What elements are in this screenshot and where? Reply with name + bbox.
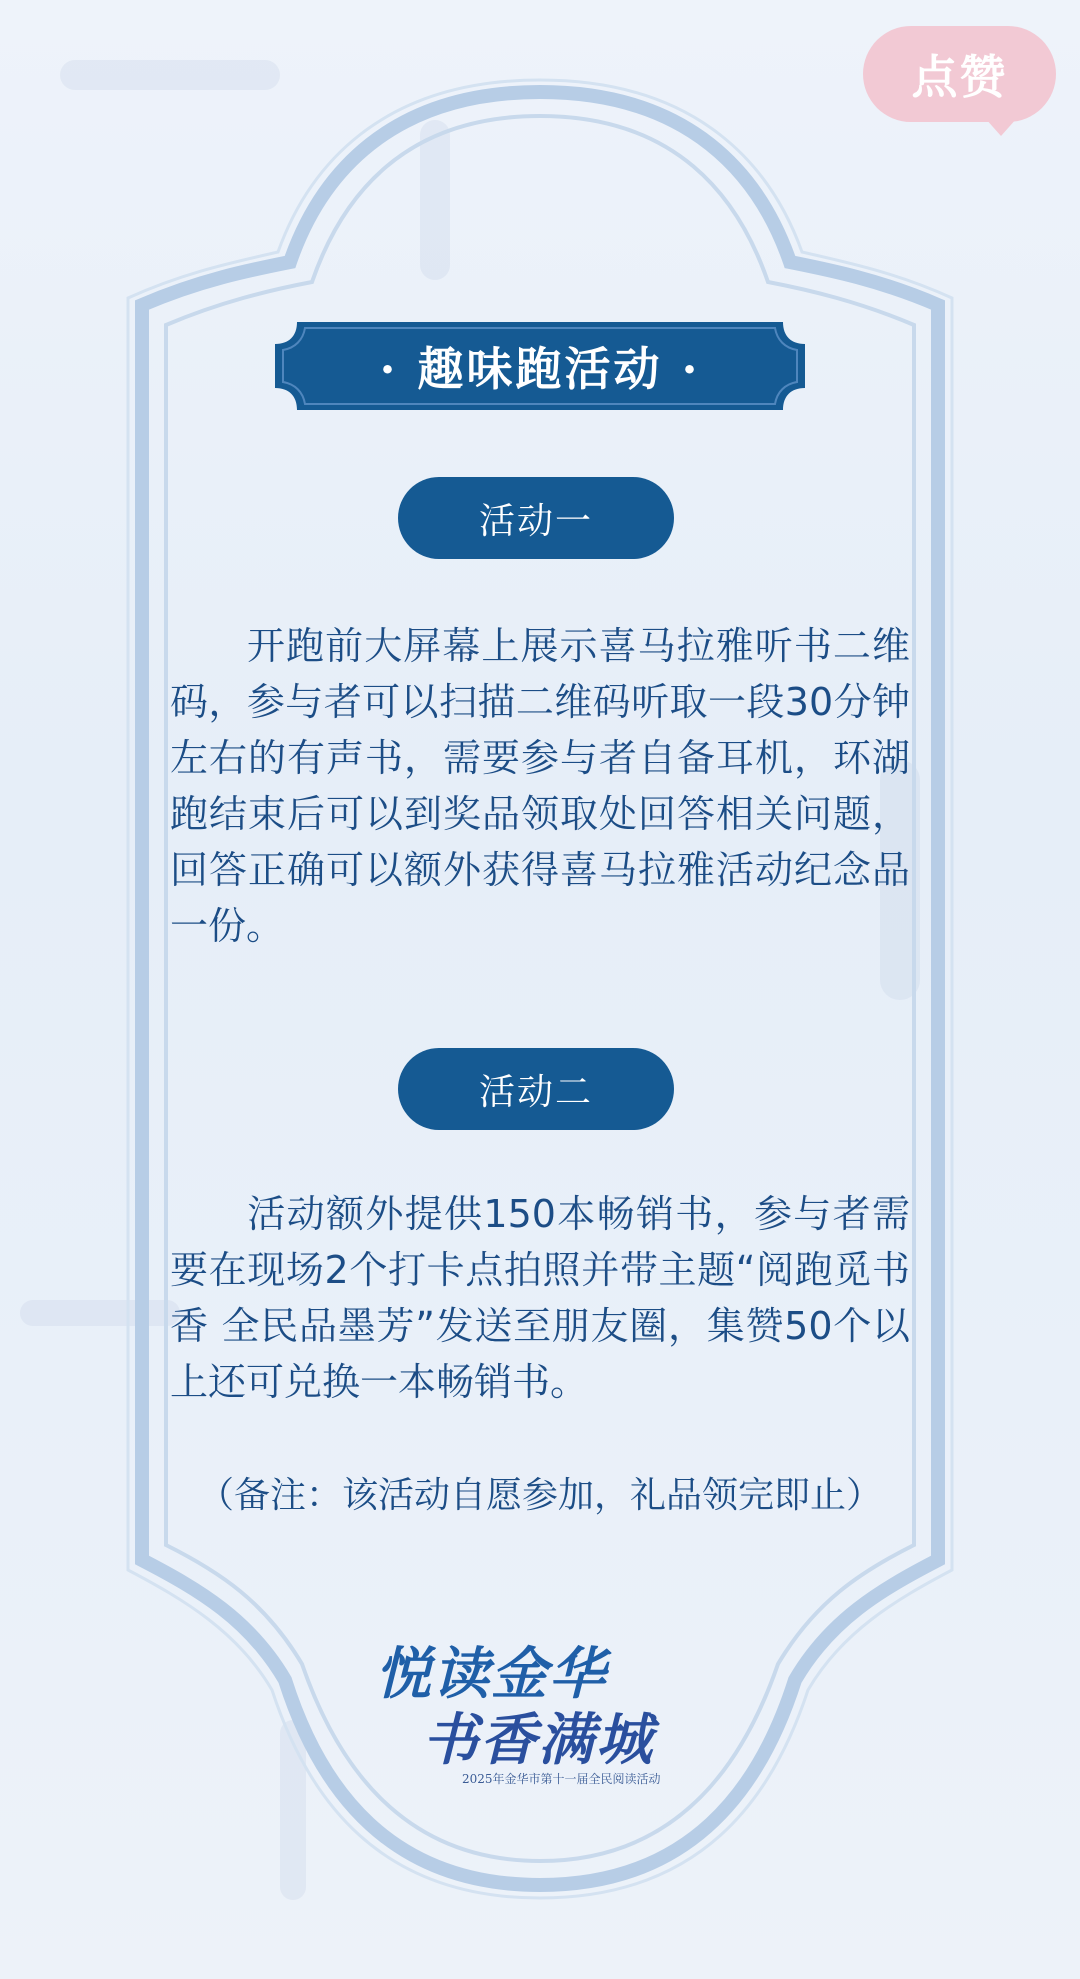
like-button[interactable] (863, 26, 1056, 122)
section-paragraph-activity-two (170, 1186, 910, 1410)
section-label-activity-two (398, 1048, 674, 1130)
section-label-text: 活动二 (478, 1071, 593, 1113)
logo-line-two: 书香满城 (422, 1707, 654, 1773)
event-logo (370, 1620, 710, 1800)
paragraph-text: 开跑前大屏幕上展示喜马拉雅听书二维码，参与者可以扫描二维码听取一段30分钟左右的有声书，需要参与者自备耳机，环湖跑结束后可以到奖品领取处回答相关问题，回答正确可以额外获得喜马拉雅活动纪念品一份。 (170, 624, 910, 948)
logo-subtitle: 2025年金华市第十一届全民阅读活动 (462, 1772, 661, 1786)
logo-line-one: 悦读金华 (375, 1641, 607, 1707)
section-label-activity-one (398, 477, 674, 559)
section-label-text: 活动一 (478, 500, 593, 542)
like-button-label: 点赞 (911, 50, 1008, 104)
title-banner (275, 322, 805, 410)
remark-note: （备注：该活动自愿参加，礼品领完即止） (197, 1475, 882, 1516)
section-paragraph-activity-one (170, 618, 910, 954)
page-title: · 趣味跑活动 · (379, 342, 701, 396)
paragraph-text: 活动额外提供150本畅销书，参与者需要在现场2个打卡点拍照并带主题“阅跑觅书香 全民品墨芳”发送至朋友圈，集赞50个以上还可兑换一本畅销书。 (170, 1192, 910, 1404)
